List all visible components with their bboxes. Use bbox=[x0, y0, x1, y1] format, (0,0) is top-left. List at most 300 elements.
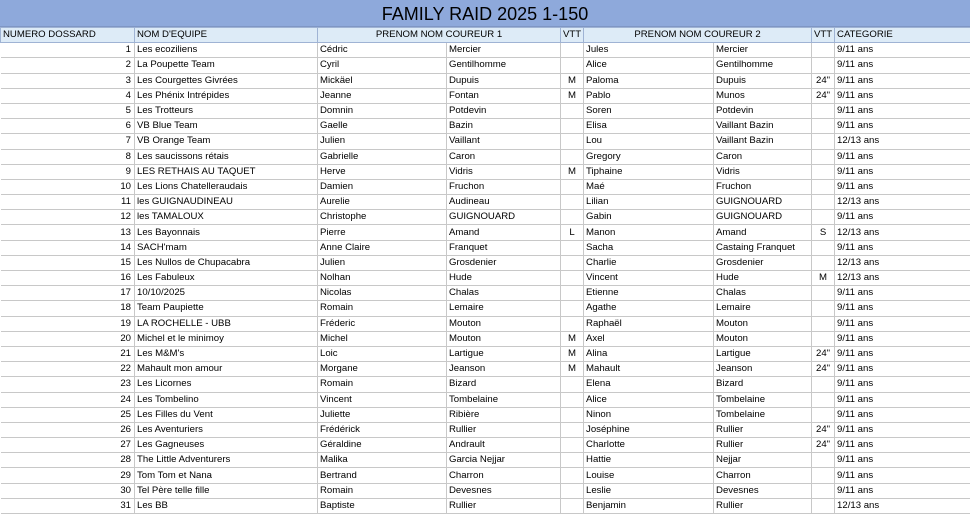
header-dossard[interactable]: NUMERO DOSSARD bbox=[1, 28, 135, 43]
cell-vtt2[interactable] bbox=[812, 103, 835, 118]
cell-categorie[interactable]: 9/11 ans bbox=[835, 301, 970, 316]
cell-vtt1[interactable] bbox=[561, 438, 584, 453]
cell-vtt2[interactable] bbox=[812, 58, 835, 73]
cell-prenom1[interactable]: Baptiste bbox=[318, 498, 447, 513]
cell-dossard[interactable]: 6 bbox=[1, 119, 135, 134]
cell-vtt1[interactable] bbox=[561, 377, 584, 392]
cell-team[interactable]: VB Orange Team bbox=[135, 134, 318, 149]
cell-nom2[interactable]: Potdevin bbox=[714, 103, 812, 118]
table-row bbox=[1, 73, 970, 88]
cell-prenom1[interactable]: Nicolas bbox=[318, 286, 447, 301]
cell-categorie[interactable]: 12/13 ans bbox=[835, 498, 970, 513]
cell-dossard[interactable]: 4 bbox=[1, 88, 135, 103]
cell-team[interactable]: Les M&M's bbox=[135, 346, 318, 361]
table-row bbox=[1, 377, 970, 392]
cell-vtt2[interactable] bbox=[812, 255, 835, 270]
cell-nom2[interactable]: Dupuis bbox=[714, 73, 812, 88]
cell-vtt1[interactable]: M bbox=[561, 88, 584, 103]
cell-nom1[interactable]: Fontan bbox=[447, 88, 561, 103]
cell-nom2[interactable]: Grosdenier bbox=[714, 255, 812, 270]
cell-vtt1[interactable]: M bbox=[561, 164, 584, 179]
table-row bbox=[1, 88, 970, 103]
cell-nom1[interactable]: Lemaire bbox=[447, 301, 561, 316]
cell-vtt2[interactable] bbox=[812, 43, 835, 58]
cell-vtt1[interactable] bbox=[561, 195, 584, 210]
cell-nom1[interactable]: Tombelaine bbox=[447, 392, 561, 407]
cell-vtt2[interactable] bbox=[812, 483, 835, 498]
cell-nom2[interactable]: Jeanson bbox=[714, 362, 812, 377]
cell-categorie[interactable]: 9/11 ans bbox=[835, 438, 970, 453]
cell-categorie[interactable]: 12/13 ans bbox=[835, 271, 970, 286]
cell-vtt2[interactable] bbox=[812, 134, 835, 149]
cell-team[interactable]: Les saucissons rétais bbox=[135, 149, 318, 164]
cell-nom2[interactable]: Charron bbox=[714, 468, 812, 483]
cell-nom1[interactable]: Garcia Nejjar bbox=[447, 453, 561, 468]
cell-vtt2[interactable]: 24" bbox=[812, 422, 835, 437]
cell-nom2[interactable]: GUIGNOUARD bbox=[714, 210, 812, 225]
cell-dossard[interactable]: 17 bbox=[1, 286, 135, 301]
cell-dossard[interactable]: 10 bbox=[1, 179, 135, 194]
cell-vtt1[interactable] bbox=[561, 483, 584, 498]
cell-categorie[interactable]: 12/13 ans bbox=[835, 225, 970, 240]
cell-nom1[interactable]: Mouton bbox=[447, 331, 561, 346]
cell-team[interactable]: Les Trotteurs bbox=[135, 103, 318, 118]
cell-prenom1[interactable]: Fréderic bbox=[318, 316, 447, 331]
cell-prenom2[interactable]: Manon bbox=[584, 225, 714, 240]
cell-prenom2[interactable]: Elisa bbox=[584, 119, 714, 134]
cell-nom2[interactable]: Mouton bbox=[714, 316, 812, 331]
cell-vtt2[interactable] bbox=[812, 407, 835, 422]
cell-dossard[interactable]: 22 bbox=[1, 362, 135, 377]
cell-vtt2[interactable]: 24" bbox=[812, 362, 835, 377]
cell-team[interactable]: Les Tombelino bbox=[135, 392, 318, 407]
cell-vtt1[interactable] bbox=[561, 468, 584, 483]
cell-prenom1[interactable]: Michel bbox=[318, 331, 447, 346]
cell-prenom1[interactable]: Domnin bbox=[318, 103, 447, 118]
cell-nom2[interactable]: GUIGNOUARD bbox=[714, 195, 812, 210]
cell-prenom2[interactable]: Mahault bbox=[584, 362, 714, 377]
cell-nom1[interactable]: Hude bbox=[447, 271, 561, 286]
cell-categorie[interactable]: 9/11 ans bbox=[835, 58, 970, 73]
cell-nom1[interactable]: Grosdenier bbox=[447, 255, 561, 270]
cell-vtt1[interactable]: M bbox=[561, 73, 584, 88]
cell-prenom2[interactable]: Gregory bbox=[584, 149, 714, 164]
cell-vtt1[interactable] bbox=[561, 392, 584, 407]
cell-prenom2[interactable]: Joséphine bbox=[584, 422, 714, 437]
cell-vtt1[interactable] bbox=[561, 255, 584, 270]
cell-prenom1[interactable]: Mickäel bbox=[318, 73, 447, 88]
cell-categorie[interactable]: 9/11 ans bbox=[835, 240, 970, 255]
cell-categorie[interactable]: 9/11 ans bbox=[835, 346, 970, 361]
cell-nom2[interactable]: Vidris bbox=[714, 164, 812, 179]
cell-vtt1[interactable] bbox=[561, 149, 584, 164]
cell-nom2[interactable]: Chalas bbox=[714, 286, 812, 301]
cell-categorie[interactable]: 9/11 ans bbox=[835, 316, 970, 331]
cell-prenom1[interactable]: Gabrielle bbox=[318, 149, 447, 164]
cell-prenom2[interactable]: Charlie bbox=[584, 255, 714, 270]
cell-nom2[interactable]: Rullier bbox=[714, 422, 812, 437]
cell-categorie[interactable]: 9/11 ans bbox=[835, 468, 970, 483]
cell-prenom1[interactable]: Romain bbox=[318, 377, 447, 392]
cell-prenom2[interactable]: Leslie bbox=[584, 483, 714, 498]
cell-prenom1[interactable]: Jeanne bbox=[318, 88, 447, 103]
cell-dossard[interactable]: 11 bbox=[1, 195, 135, 210]
cell-dossard[interactable]: 26 bbox=[1, 422, 135, 437]
cell-categorie[interactable]: 9/11 ans bbox=[835, 103, 970, 118]
cell-categorie[interactable]: 9/11 ans bbox=[835, 331, 970, 346]
cell-dossard[interactable]: 7 bbox=[1, 134, 135, 149]
cell-vtt1[interactable] bbox=[561, 134, 584, 149]
cell-nom1[interactable]: Potdevin bbox=[447, 103, 561, 118]
cell-vtt2[interactable] bbox=[812, 498, 835, 513]
cell-nom1[interactable]: Andrault bbox=[447, 438, 561, 453]
cell-vtt1[interactable] bbox=[561, 240, 584, 255]
cell-prenom2[interactable]: Pablo bbox=[584, 88, 714, 103]
cell-prenom2[interactable]: Lou bbox=[584, 134, 714, 149]
cell-nom2[interactable]: Lemaire bbox=[714, 301, 812, 316]
cell-categorie[interactable]: 9/11 ans bbox=[835, 483, 970, 498]
cell-prenom1[interactable]: Aurelie bbox=[318, 195, 447, 210]
cell-prenom1[interactable]: Bertrand bbox=[318, 468, 447, 483]
cell-team[interactable]: Michel et le minimoy bbox=[135, 331, 318, 346]
cell-nom1[interactable]: Vaillant bbox=[447, 134, 561, 149]
cell-dossard[interactable]: 5 bbox=[1, 103, 135, 118]
cell-nom2[interactable]: Castaing Franquet bbox=[714, 240, 812, 255]
table-row bbox=[1, 438, 970, 453]
table-row bbox=[1, 210, 970, 225]
cell-team[interactable]: Team Paupiette bbox=[135, 301, 318, 316]
cell-nom2[interactable]: Vaillant Bazin bbox=[714, 119, 812, 134]
cell-vtt2[interactable] bbox=[812, 210, 835, 225]
cell-prenom2[interactable]: Agathe bbox=[584, 301, 714, 316]
cell-nom2[interactable]: Mercier bbox=[714, 43, 812, 58]
table-row bbox=[1, 240, 970, 255]
cell-nom2[interactable]: Bizard bbox=[714, 377, 812, 392]
cell-vtt1[interactable] bbox=[561, 301, 584, 316]
cell-prenom1[interactable]: Cyril bbox=[318, 58, 447, 73]
cell-nom1[interactable]: Ribière bbox=[447, 407, 561, 422]
cell-prenom1[interactable]: Vincent bbox=[318, 392, 447, 407]
cell-nom1[interactable]: Fruchon bbox=[447, 179, 561, 194]
cell-categorie[interactable]: 9/11 ans bbox=[835, 164, 970, 179]
cell-vtt1[interactable] bbox=[561, 210, 584, 225]
cell-vtt2[interactable] bbox=[812, 331, 835, 346]
cell-vtt2[interactable] bbox=[812, 119, 835, 134]
cell-prenom2[interactable]: Alice bbox=[584, 58, 714, 73]
cell-categorie[interactable]: 9/11 ans bbox=[835, 119, 970, 134]
cell-prenom2[interactable]: Hattie bbox=[584, 453, 714, 468]
cell-nom1[interactable]: Rullier bbox=[447, 498, 561, 513]
cell-vtt2[interactable] bbox=[812, 316, 835, 331]
cell-dossard[interactable]: 29 bbox=[1, 468, 135, 483]
cell-team[interactable]: LES RETHAIS AU TAQUET bbox=[135, 164, 318, 179]
cell-dossard[interactable]: 13 bbox=[1, 225, 135, 240]
cell-dossard[interactable]: 25 bbox=[1, 407, 135, 422]
cell-nom2[interactable]: Mouton bbox=[714, 331, 812, 346]
cell-prenom1[interactable]: Géraldine bbox=[318, 438, 447, 453]
cell-prenom1[interactable]: Anne Claire bbox=[318, 240, 447, 255]
cell-prenom1[interactable]: Julien bbox=[318, 255, 447, 270]
cell-categorie[interactable]: 12/13 ans bbox=[835, 134, 970, 149]
cell-nom1[interactable]: Charron bbox=[447, 468, 561, 483]
cell-team[interactable]: Mahault mon amour bbox=[135, 362, 318, 377]
cell-vtt2[interactable]: 24" bbox=[812, 438, 835, 453]
cell-vtt1[interactable] bbox=[561, 103, 584, 118]
cell-vtt2[interactable] bbox=[812, 453, 835, 468]
cell-prenom2[interactable]: Soren bbox=[584, 103, 714, 118]
header-coureur2[interactable]: PRENOM NOM COUREUR 2 bbox=[584, 28, 812, 43]
cell-prenom1[interactable]: Frédérick bbox=[318, 422, 447, 437]
cell-nom2[interactable]: Munos bbox=[714, 88, 812, 103]
cell-categorie[interactable]: 9/11 ans bbox=[835, 73, 970, 88]
cell-categorie[interactable]: 9/11 ans bbox=[835, 149, 970, 164]
cell-dossard[interactable]: 30 bbox=[1, 483, 135, 498]
table-row bbox=[1, 58, 970, 73]
cell-vtt1[interactable] bbox=[561, 43, 584, 58]
table-row bbox=[1, 119, 970, 134]
cell-dossard[interactable]: 19 bbox=[1, 316, 135, 331]
cell-nom1[interactable]: GUIGNOUARD bbox=[447, 210, 561, 225]
cell-vtt2[interactable]: S bbox=[812, 225, 835, 240]
cell-vtt1[interactable]: L bbox=[561, 225, 584, 240]
cell-vtt1[interactable]: M bbox=[561, 346, 584, 361]
cell-nom1[interactable]: Lartigue bbox=[447, 346, 561, 361]
cell-vtt2[interactable] bbox=[812, 377, 835, 392]
cell-prenom1[interactable]: Cédric bbox=[318, 43, 447, 58]
cell-prenom1[interactable]: Romain bbox=[318, 483, 447, 498]
cell-team[interactable]: les TAMALOUX bbox=[135, 210, 318, 225]
cell-vtt1[interactable]: M bbox=[561, 331, 584, 346]
table-row bbox=[1, 483, 970, 498]
cell-dossard[interactable]: 14 bbox=[1, 240, 135, 255]
table-row bbox=[1, 453, 970, 468]
cell-nom2[interactable]: Fruchon bbox=[714, 179, 812, 194]
cell-nom1[interactable]: Bizard bbox=[447, 377, 561, 392]
cell-dossard[interactable]: 2 bbox=[1, 58, 135, 73]
cell-team[interactable]: Tom Tom et Nana bbox=[135, 468, 318, 483]
cell-nom1[interactable]: Rullier bbox=[447, 422, 561, 437]
cell-prenom2[interactable]: Axel bbox=[584, 331, 714, 346]
cell-dossard[interactable]: 16 bbox=[1, 271, 135, 286]
cell-categorie[interactable]: 12/13 ans bbox=[835, 255, 970, 270]
cell-prenom1[interactable]: Herve bbox=[318, 164, 447, 179]
cell-prenom1[interactable]: Malika bbox=[318, 453, 447, 468]
cell-nom1[interactable]: Devesnes bbox=[447, 483, 561, 498]
cell-dossard[interactable]: 12 bbox=[1, 210, 135, 225]
cell-nom2[interactable]: Lartigue bbox=[714, 346, 812, 361]
cell-vtt2[interactable] bbox=[812, 149, 835, 164]
cell-prenom1[interactable]: Pierre bbox=[318, 225, 447, 240]
cell-vtt2[interactable] bbox=[812, 301, 835, 316]
cell-vtt1[interactable] bbox=[561, 316, 584, 331]
cell-vtt1[interactable] bbox=[561, 58, 584, 73]
cell-nom1[interactable]: Audineau bbox=[447, 195, 561, 210]
cell-categorie[interactable]: 9/11 ans bbox=[835, 392, 970, 407]
cell-vtt2[interactable]: M bbox=[812, 271, 835, 286]
cell-team[interactable]: Les Gagneuses bbox=[135, 438, 318, 453]
cell-categorie[interactable]: 9/11 ans bbox=[835, 43, 970, 58]
cell-vtt2[interactable]: 24" bbox=[812, 73, 835, 88]
cell-categorie[interactable]: 12/13 ans bbox=[835, 195, 970, 210]
cell-team[interactable]: 10/10/2025 bbox=[135, 286, 318, 301]
cell-prenom2[interactable]: Etienne bbox=[584, 286, 714, 301]
cell-prenom1[interactable]: Damien bbox=[318, 179, 447, 194]
cell-prenom1[interactable]: Nolhan bbox=[318, 271, 447, 286]
cell-prenom2[interactable]: Lilian bbox=[584, 195, 714, 210]
cell-vtt1[interactable] bbox=[561, 271, 584, 286]
cell-dossard[interactable]: 8 bbox=[1, 149, 135, 164]
cell-team[interactable]: Les Phénix Intrépides bbox=[135, 88, 318, 103]
cell-dossard[interactable]: 23 bbox=[1, 377, 135, 392]
cell-team[interactable]: Les BB bbox=[135, 498, 318, 513]
cell-prenom1[interactable]: Gaelle bbox=[318, 119, 447, 134]
cell-categorie[interactable]: 9/11 ans bbox=[835, 88, 970, 103]
cell-vtt1[interactable] bbox=[561, 407, 584, 422]
cell-dossard[interactable]: 31 bbox=[1, 498, 135, 513]
cell-vtt2[interactable] bbox=[812, 286, 835, 301]
cell-vtt2[interactable] bbox=[812, 468, 835, 483]
cell-dossard[interactable]: 28 bbox=[1, 453, 135, 468]
cell-nom2[interactable]: Devesnes bbox=[714, 483, 812, 498]
header-vtt2[interactable]: VTT bbox=[812, 28, 835, 43]
table-row bbox=[1, 195, 970, 210]
cell-nom1[interactable]: Bazin bbox=[447, 119, 561, 134]
cell-vtt2[interactable] bbox=[812, 195, 835, 210]
cell-categorie[interactable]: 9/11 ans bbox=[835, 407, 970, 422]
cell-team[interactable]: Les Aventuriers bbox=[135, 422, 318, 437]
cell-dossard[interactable]: 3 bbox=[1, 73, 135, 88]
cell-prenom2[interactable]: Vincent bbox=[584, 271, 714, 286]
cell-categorie[interactable]: 9/11 ans bbox=[835, 179, 970, 194]
cell-prenom1[interactable]: Loic bbox=[318, 346, 447, 361]
cell-vtt2[interactable]: 24" bbox=[812, 346, 835, 361]
cell-categorie[interactable]: 9/11 ans bbox=[835, 286, 970, 301]
cell-nom2[interactable]: Hude bbox=[714, 271, 812, 286]
cell-vtt2[interactable] bbox=[812, 164, 835, 179]
cell-nom2[interactable]: Amand bbox=[714, 225, 812, 240]
cell-categorie[interactable]: 9/11 ans bbox=[835, 422, 970, 437]
cell-team[interactable]: les GUIGNAUDINEAU bbox=[135, 195, 318, 210]
cell-team[interactable]: Les Courgettes Givrées bbox=[135, 73, 318, 88]
cell-vtt1[interactable] bbox=[561, 498, 584, 513]
cell-categorie[interactable]: 9/11 ans bbox=[835, 453, 970, 468]
cell-prenom2[interactable]: Elena bbox=[584, 377, 714, 392]
cell-prenom2[interactable]: Ninon bbox=[584, 407, 714, 422]
cell-nom2[interactable]: Tombelaine bbox=[714, 392, 812, 407]
cell-nom1[interactable]: Mouton bbox=[447, 316, 561, 331]
cell-dossard[interactable]: 9 bbox=[1, 164, 135, 179]
cell-team[interactable]: Les Licornes bbox=[135, 377, 318, 392]
cell-prenom2[interactable]: Alice bbox=[584, 392, 714, 407]
cell-categorie[interactable]: 9/11 ans bbox=[835, 377, 970, 392]
cell-dossard[interactable]: 24 bbox=[1, 392, 135, 407]
cell-categorie[interactable]: 9/11 ans bbox=[835, 210, 970, 225]
cell-nom2[interactable]: Tombelaine bbox=[714, 407, 812, 422]
cell-prenom1[interactable]: Christophe bbox=[318, 210, 447, 225]
cell-nom1[interactable]: Jeanson bbox=[447, 362, 561, 377]
cell-nom1[interactable]: Dupuis bbox=[447, 73, 561, 88]
cell-nom2[interactable]: Gentilhomme bbox=[714, 58, 812, 73]
cell-team[interactable]: Les Bayonnais bbox=[135, 225, 318, 240]
cell-prenom2[interactable]: Louise bbox=[584, 468, 714, 483]
cell-nom2[interactable]: Nejjar bbox=[714, 453, 812, 468]
cell-vtt1[interactable] bbox=[561, 453, 584, 468]
cell-prenom1[interactable]: Romain bbox=[318, 301, 447, 316]
cell-nom2[interactable]: Vaillant Bazin bbox=[714, 134, 812, 149]
cell-team[interactable]: Les ecoziliens bbox=[135, 43, 318, 58]
cell-vtt2[interactable] bbox=[812, 392, 835, 407]
header-coureur1[interactable]: PRENOM NOM COUREUR 1 bbox=[318, 28, 561, 43]
cell-nom1[interactable]: Franquet bbox=[447, 240, 561, 255]
cell-nom2[interactable]: Rullier bbox=[714, 438, 812, 453]
cell-team[interactable]: LA ROCHELLE - UBB bbox=[135, 316, 318, 331]
cell-nom2[interactable]: Caron bbox=[714, 149, 812, 164]
cell-vtt1[interactable] bbox=[561, 286, 584, 301]
table-row bbox=[1, 301, 970, 316]
cell-vtt2[interactable] bbox=[812, 179, 835, 194]
cell-categorie[interactable]: 9/11 ans bbox=[835, 362, 970, 377]
cell-team[interactable]: Les Lions Chatelleraudais bbox=[135, 179, 318, 194]
cell-nom1[interactable]: Vidris bbox=[447, 164, 561, 179]
cell-prenom2[interactable]: Charlotte bbox=[584, 438, 714, 453]
cell-prenom2[interactable]: Alina bbox=[584, 346, 714, 361]
cell-nom1[interactable]: Amand bbox=[447, 225, 561, 240]
cell-team[interactable]: Les Fabuleux bbox=[135, 271, 318, 286]
cell-prenom1[interactable]: Juliette bbox=[318, 407, 447, 422]
cell-prenom2[interactable]: Jules bbox=[584, 43, 714, 58]
cell-dossard[interactable]: 27 bbox=[1, 438, 135, 453]
cell-vtt1[interactable] bbox=[561, 422, 584, 437]
cell-prenom2[interactable]: Tiphaine bbox=[584, 164, 714, 179]
cell-prenom2[interactable]: Raphaël bbox=[584, 316, 714, 331]
cell-nom1[interactable]: Chalas bbox=[447, 286, 561, 301]
cell-prenom2[interactable]: Paloma bbox=[584, 73, 714, 88]
cell-team[interactable]: VB Blue Team bbox=[135, 119, 318, 134]
cell-prenom2[interactable]: Sacha bbox=[584, 240, 714, 255]
cell-team[interactable]: Les Nullos de Chupacabra bbox=[135, 255, 318, 270]
cell-team[interactable]: The Little Adventurers bbox=[135, 453, 318, 468]
table-row bbox=[1, 179, 970, 194]
cell-nom1[interactable]: Gentilhomme bbox=[447, 58, 561, 73]
cell-nom1[interactable]: Caron bbox=[447, 149, 561, 164]
header-categorie[interactable]: CATEGORIE bbox=[835, 28, 970, 43]
cell-team[interactable]: Tel Père telle fille bbox=[135, 483, 318, 498]
cell-prenom1[interactable]: Julien bbox=[318, 134, 447, 149]
cell-vtt2[interactable] bbox=[812, 240, 835, 255]
cell-nom1[interactable]: Mercier bbox=[447, 43, 561, 58]
cell-dossard[interactable]: 20 bbox=[1, 331, 135, 346]
header-equipe[interactable]: NOM D'EQUIPE bbox=[135, 28, 318, 43]
cell-team[interactable]: SACH'mam bbox=[135, 240, 318, 255]
cell-dossard[interactable]: 15 bbox=[1, 255, 135, 270]
cell-vtt1[interactable] bbox=[561, 119, 584, 134]
cell-prenom2[interactable]: Gabin bbox=[584, 210, 714, 225]
cell-prenom1[interactable]: Morgane bbox=[318, 362, 447, 377]
header-vtt1[interactable]: VTT bbox=[561, 28, 584, 43]
cell-team[interactable]: La Poupette Team bbox=[135, 58, 318, 73]
cell-prenom2[interactable]: Benjamin bbox=[584, 498, 714, 513]
cell-vtt1[interactable] bbox=[561, 179, 584, 194]
cell-vtt2[interactable]: 24" bbox=[812, 88, 835, 103]
cell-team[interactable]: Les Filles du Vent bbox=[135, 407, 318, 422]
table-row bbox=[1, 134, 970, 149]
cell-prenom2[interactable]: Maé bbox=[584, 179, 714, 194]
cell-nom2[interactable]: Rullier bbox=[714, 498, 812, 513]
cell-dossard[interactable]: 21 bbox=[1, 346, 135, 361]
cell-dossard[interactable]: 18 bbox=[1, 301, 135, 316]
cell-dossard[interactable]: 1 bbox=[1, 43, 135, 58]
cell-vtt1[interactable]: M bbox=[561, 362, 584, 377]
